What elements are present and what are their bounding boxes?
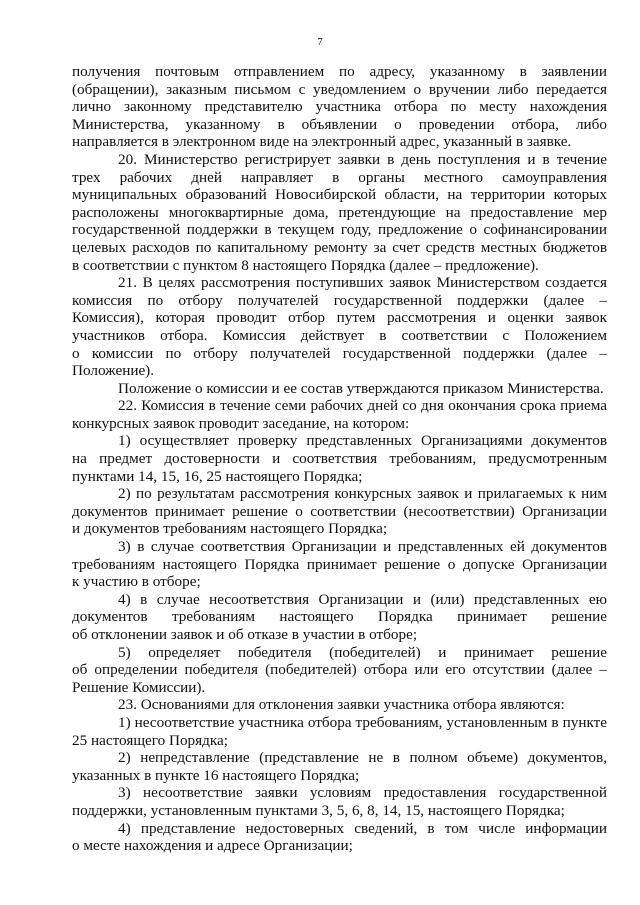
text-line: участников отбора. Комиссия действует в соответствии с Положением [72, 326, 607, 344]
body-text [72, 63, 607, 855]
text-line: 3) несоответствие заявки условиям предоставления государственной [118, 784, 607, 802]
text-line: к участию в отборе; [72, 573, 201, 591]
text-line: об определении победителя (победителей) отбора или его отсутствии (далее – [72, 661, 607, 679]
text-line: 2) по результатам рассмотрения конкурсных заявок и прилагаемых к ним [118, 485, 607, 503]
text-line: 5) определяет победителя (победителей) и принимает решение [118, 643, 607, 661]
text-line: пунктами 14, 15, 16, 25 настоящего Порядка; [72, 467, 363, 485]
text-line: и документов требованиям настоящего Порядка; [72, 520, 388, 538]
text-line: на предмет достоверности и соответствия требованиям, предусмотренным [72, 450, 607, 468]
text-line: о комиссии по отбору получателей государственной поддержки (далее – [72, 344, 607, 362]
text-line: получения почтовым отправлением по адресу, указанному в заявлении [72, 63, 607, 80]
text-line: конкурсных заявок проводит заседание, на котором: [72, 414, 410, 432]
text-line: государственной поддержки в текущем году, предложение о софинансировании [72, 221, 607, 239]
text-line: об отклонении заявок и об отказе в участии в отборе; [72, 626, 418, 643]
text-line: (обращении), заказным письмом с уведомлением о вручении либо передается [72, 80, 607, 98]
text-line: Решение Комиссии). [72, 678, 206, 696]
text-line: Комиссия), которая проводит отбор путем рассмотрения и оценки заявок [72, 309, 607, 327]
text-line: 23. Основаниями для отклонения заявки участника отбора являются: [118, 696, 565, 714]
text-line: лично законному представителю участника отбора по месту нахождения [72, 98, 607, 116]
text-line: 1) несоответствие участника отбора требованиям, установленным в пункте [118, 713, 607, 731]
text-line: 2) непредставление (представление не в полном объеме) документов, [118, 749, 607, 767]
text-line: в соответствии с пунктом 8 настоящего Порядка (далее – предложение). [72, 256, 539, 274]
page-number: 7 [317, 36, 323, 48]
text-line: 1) осуществляет проверку представленных Организациями документов [118, 432, 607, 450]
text-line: 21. В целях рассмотрения поступивших заявок Министерством создается [118, 274, 607, 292]
text-line: документов принимает решение о соответствии (несоответствии) Организации [72, 502, 607, 520]
text-line: комиссия по отбору получателей государственной поддержки (далее – [72, 291, 607, 309]
text-line: Положение о комиссии и ее состав утверждаются приказом Министерства. [118, 379, 604, 397]
text-line: муниципальных образований Новосибирской области, на территории которых [72, 186, 607, 204]
text-line: Положение). [72, 362, 155, 380]
text-line: указанных в пункте 16 настоящего Порядка; [72, 766, 360, 784]
text-line: требованиям настоящего Порядка принимает решение о допуске Организации [72, 555, 607, 573]
text-line: 22. Комиссия в течение семи рабочих дней со дня окончания срока приема [118, 397, 607, 415]
text-line: поддержки, установленным пунктами 3, 5, 6, 8, 14, 15, настоящего Порядка; [72, 801, 565, 819]
text-line: 20. Министерство регистрирует заявки в день поступления и в течение [118, 150, 607, 168]
text-line: 25 настоящего Порядка; [72, 731, 228, 749]
text-line: целевых расходов по капитальному ремонту за счет средств местных бюджетов [72, 238, 607, 256]
text-line: Министерства, указанному в объявлении о проведении отбора, либо [72, 115, 607, 133]
text-line: направляется в электронном виде на электронный адрес, указанный в заявке. [72, 133, 572, 151]
text-line: 3) в случае соответствия Организации и представленных ей документов [118, 538, 607, 556]
text-line: документов требованиям настоящего Порядка принимает решение [72, 608, 607, 626]
text-line: 4) в случае несоответствия Организации и (или) представленных ею [118, 590, 607, 608]
text-line: трех рабочих дней направляет в органы местного самоуправления [72, 168, 607, 186]
text-line: расположены многоквартирные дома, претендующие на предоставление мер [72, 203, 607, 221]
text-line: 4) представление недостоверных сведений, в том числе информации [118, 819, 607, 837]
text-line: о месте нахождения и адресе Организации; [72, 837, 353, 855]
